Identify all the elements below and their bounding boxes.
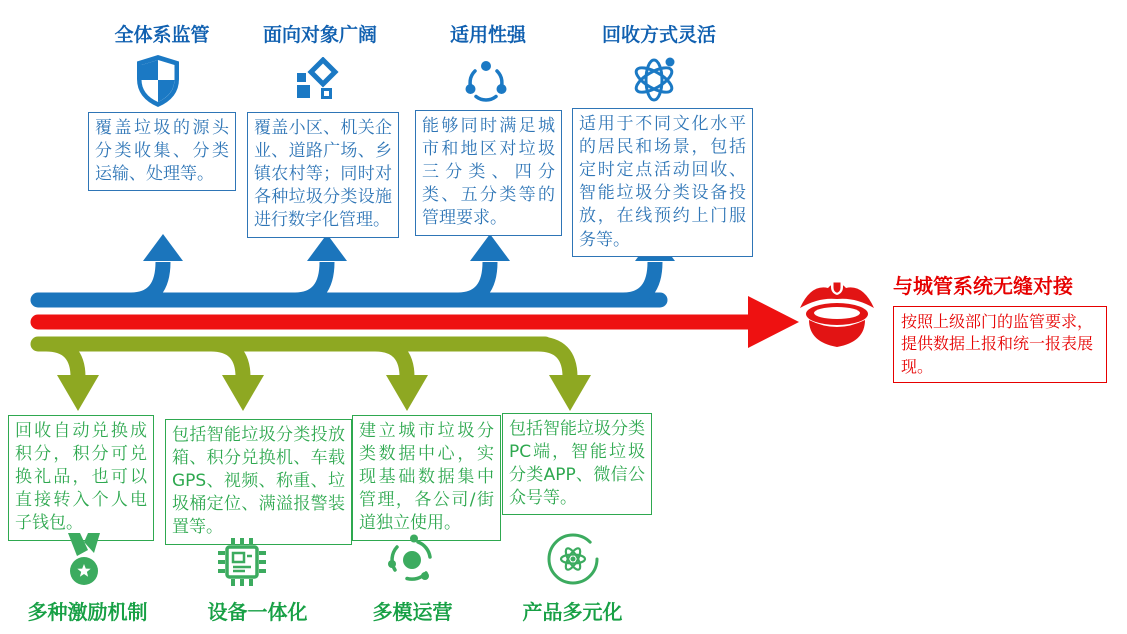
up-arrow-head-1: [143, 234, 183, 261]
police-icon: [797, 272, 877, 350]
up-arrow-stem-2: [295, 262, 327, 300]
objects-icon: [293, 57, 341, 105]
up-arrow-head-2: [307, 234, 347, 261]
top-feature-box-3: 能够同时满足城市和地区对垃圾三分类、四分类、五分类等的管理要求。: [415, 110, 562, 236]
down-arrow-head-1: [57, 375, 99, 411]
atom-icon: [629, 56, 679, 104]
orbit-icon: [385, 533, 439, 587]
top-feature-title-3: 适用性强: [449, 24, 526, 46]
down-arrow-head-4: [549, 375, 591, 411]
down-arrow-stem-3: [375, 344, 407, 377]
atom-circle-icon: [545, 531, 601, 587]
top-feature-title-1: 全体系监管: [114, 24, 210, 46]
top-feature-box-4: 适用于不同文化水平的居民和场景，包括定时定点活动回收、智能垃圾分类设备投放，在线预约上门服务等。: [572, 108, 753, 257]
right-feature-title: 与城管系统无缝对接: [893, 274, 1073, 298]
up-arrow-head-3: [470, 234, 510, 261]
bottom-feature-title-3: 多模运营: [372, 600, 453, 624]
up-arrow-stem-4: [623, 262, 655, 300]
bottom-feature-box-4: 包括智能垃圾分类PC端，智能垃圾分类APP、微信公众号等。: [502, 413, 652, 515]
share-icon: [462, 58, 510, 106]
top-feature-box-1: 覆盖垃圾的源头分类收集、分类运输、处理等。: [88, 112, 236, 191]
medal-icon: [58, 533, 110, 591]
right-feature-box: 按照上级部门的监管要求，提供数据上报和统一报表展现。: [893, 306, 1107, 383]
down-arrow-stem-2: [211, 344, 243, 377]
down-arrow-stem-1: [46, 344, 78, 377]
top-feature-title-4: 回收方式灵活: [601, 24, 716, 46]
down-arrow-head-2: [222, 375, 264, 411]
bottom-feature-title-2: 设备一体化: [207, 600, 308, 624]
up-arrow-stem-3: [458, 262, 490, 300]
bottom-feature-box-3: 建立城市垃圾分类数据中心，实现基础数据集中管理，各公司/街道独立使用。: [352, 415, 501, 541]
top-feature-title-2: 面向对象广阔: [262, 24, 377, 46]
down-arrow-stem-4: [538, 344, 570, 377]
top-feature-box-2: 覆盖小区、机关企业、道路广场、乡镇农村等；同时对各种垃圾分类设施进行数字化管理。: [247, 112, 399, 238]
bottom-feature-box-2: 包括智能垃圾分类投放箱、积分兑换机、车载GPS、视频、称重、垃圾桶定位、满溢报警装置等。: [165, 419, 352, 545]
shield-icon: [135, 54, 181, 108]
bottom-feature-title-1: 多种激励机制: [27, 600, 148, 624]
bottom-feature-title-4: 产品多元化: [522, 600, 623, 624]
bottom-feature-box-1: 回收自动兑换成积分，积分可兑换礼品，也可以直接转入个人电子钱包。: [8, 415, 154, 541]
red-arrow-head: [748, 296, 799, 348]
chip-icon: [216, 536, 268, 588]
olive-down-arrows: [46, 344, 591, 411]
down-arrow-head-3: [386, 375, 428, 411]
up-arrow-stem-1: [131, 262, 163, 300]
